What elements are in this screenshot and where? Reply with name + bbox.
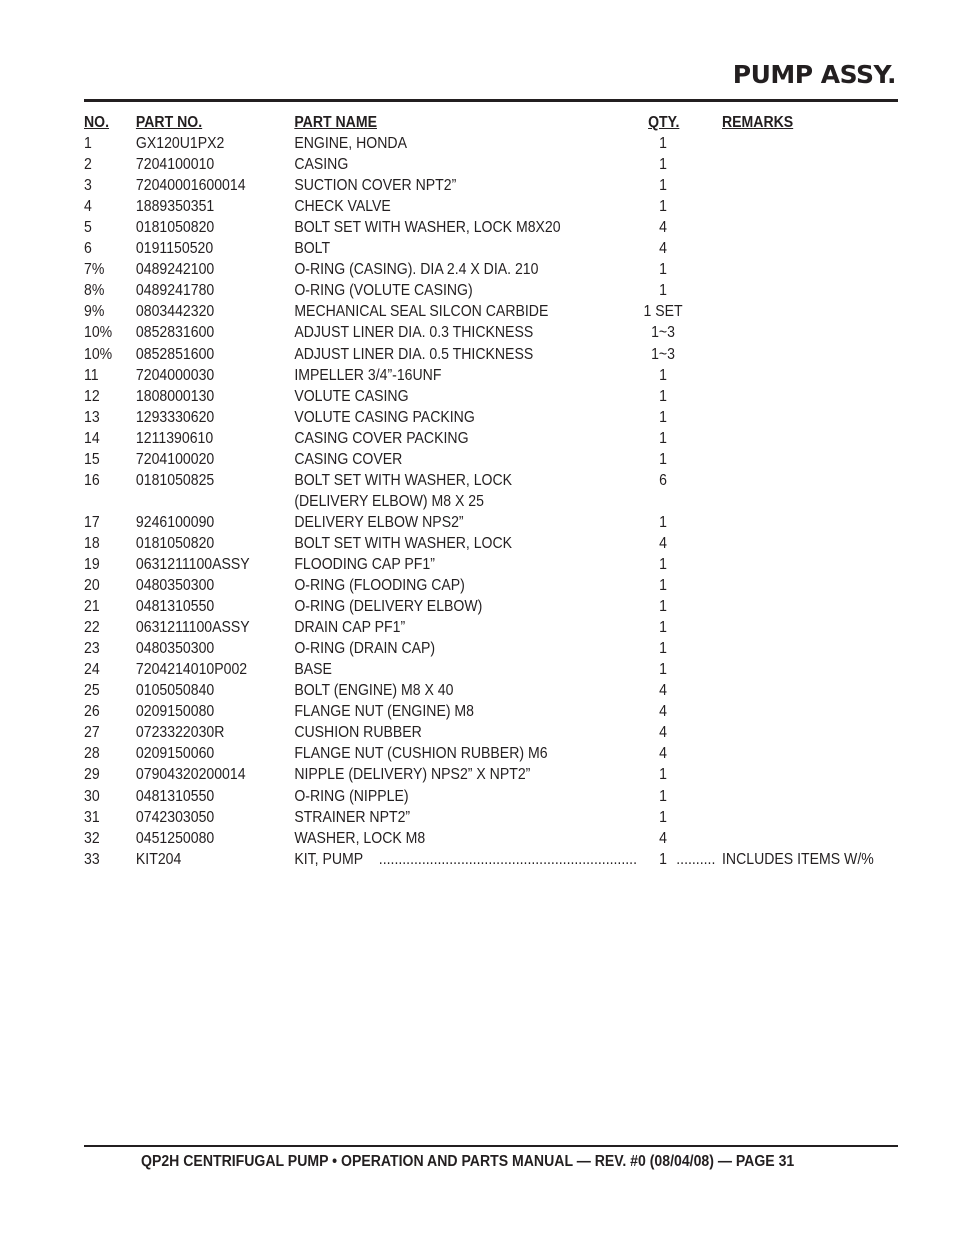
cell-part-name: O-RING (VOLUTE CASING): [294, 282, 473, 300]
cell-no: 32: [84, 829, 100, 847]
cell-part-no: 0489242100: [135, 261, 215, 279]
page-footer: QP2H CENTRIFUGAL PUMP • OPERATION AND PARTS MANUAL — REV. #0 (08/04/08) — PAGE 31: [141, 1153, 795, 1170]
cell-part-no: 72040001600014: [135, 177, 246, 195]
cell-qty: 1: [659, 156, 667, 174]
table-row: [84, 322, 898, 343]
cell-part-no: 0723322030R: [135, 724, 225, 742]
cell-qty: 1~3: [651, 345, 675, 363]
cell-no: 33: [84, 850, 100, 868]
table-row: [84, 365, 898, 386]
cell-qty: 1: [659, 577, 667, 595]
table-row: [84, 786, 898, 807]
cell-no: 29: [84, 766, 100, 784]
cell-no: 24: [84, 661, 100, 679]
cell-qty: 1: [659, 555, 667, 573]
cell-part-no: 7204100010: [135, 156, 215, 174]
table-row: [84, 512, 898, 533]
cell-remarks: INCLUDES ITEMS W/%: [722, 850, 874, 868]
table-row: [84, 238, 898, 259]
cell-part-no: 0181050820: [135, 534, 215, 552]
cell-part-no: 0852831600: [135, 324, 215, 342]
cell-qty: 1~3: [651, 324, 675, 342]
table-row: [84, 344, 898, 365]
table-row: [84, 638, 898, 659]
cell-qty: 1: [659, 366, 667, 384]
cell-part-no: 1889350351: [135, 198, 215, 216]
cell-part-no: 0742303050: [135, 808, 215, 826]
header-remarks: REMARKS: [722, 114, 794, 131]
cell-qty: 1: [659, 661, 667, 679]
cell-part-no: 0191150520: [135, 240, 214, 258]
cell-part-no: 7204214010P002: [135, 661, 248, 679]
table-row: [84, 659, 898, 680]
cell-qty: 1: [659, 408, 667, 426]
cell-part-name: O-RING (DRAIN CAP): [294, 640, 436, 658]
cell-part-name: IMPELLER 3/4”-16UNF: [294, 366, 442, 384]
cell-part-no: 1211390610: [135, 429, 214, 447]
cell-part-name: O-RING (DELIVERY ELBOW): [294, 598, 483, 616]
cell-part-no: 0852851600: [135, 345, 215, 363]
cell-part-no: 7204000030: [135, 366, 215, 384]
cell-part-no: 0481310550: [135, 598, 215, 616]
table-row: [84, 680, 898, 701]
cell-qty: 1: [659, 787, 667, 805]
cell-no: 30: [84, 787, 100, 805]
table-header: [84, 112, 898, 133]
cell-no: 20: [84, 577, 100, 595]
cell-part-no: KIT204: [135, 850, 182, 868]
cell-qty: 1: [659, 198, 667, 216]
cell-part-no: 0631211100ASSY: [135, 555, 250, 573]
cell-part-name: CHECK VALVE: [294, 198, 391, 216]
cell-part-name: (DELIVERY ELBOW) M8 X 25: [294, 492, 484, 510]
cell-qty: 1: [659, 282, 667, 300]
cell-no: 4: [84, 198, 92, 216]
cell-part-no: 07904320200014: [135, 766, 246, 784]
table-row: [84, 217, 898, 238]
cell-qty: 1: [659, 598, 667, 616]
cell-no: 26: [84, 703, 100, 721]
table-row: [84, 849, 898, 870]
table-row: [84, 175, 898, 196]
cell-no: 19: [84, 555, 100, 573]
cell-no: 6: [84, 240, 92, 258]
cell-no: 12: [84, 387, 100, 405]
cell-part-name: NIPPLE (DELIVERY) NPS2” X NPT2”: [294, 766, 531, 784]
table-row: [84, 575, 898, 596]
cell-part-name: ADJUST LINER DIA. 0.5 THICKNESS: [294, 345, 534, 363]
table-row: [84, 743, 898, 764]
header-part-no: PART NO.: [135, 114, 203, 131]
cell-part-no: 0631211100ASSY: [135, 619, 250, 637]
header-part-name: PART NAME: [294, 114, 377, 131]
table-row: [84, 491, 898, 512]
cell-part-name: DRAIN CAP PF1”: [294, 619, 406, 637]
table-row: [84, 196, 898, 217]
table-row: [84, 470, 898, 491]
table-row: [84, 449, 898, 470]
cell-part-name: KIT, PUMP: [294, 850, 364, 868]
cell-qty: 4: [659, 682, 667, 700]
cell-qty: 1: [659, 766, 667, 784]
cell-no: 14: [84, 429, 100, 447]
cell-qty: 1: [659, 135, 667, 153]
cell-part-name: FLANGE NUT (ENGINE) M8: [294, 703, 474, 721]
cell-no: 13: [84, 408, 100, 426]
cell-part-name: CASING COVER PACKING: [294, 429, 469, 447]
cell-no: 11: [84, 366, 99, 384]
cell-qty: 1: [659, 450, 667, 468]
cell-part-name: ENGINE, HONDA: [294, 135, 407, 153]
cell-no: 16: [84, 471, 100, 489]
cell-part-no: 0181050825: [135, 471, 215, 489]
cell-part-name: DELIVERY ELBOW NPS2”: [294, 513, 464, 531]
cell-part-name: CASING COVER: [294, 450, 403, 468]
cell-part-name: ADJUST LINER DIA. 0.3 THICKNESS: [294, 324, 534, 342]
cell-part-name: FLOODING CAP PF1”: [294, 555, 435, 573]
cell-qty: 1: [659, 513, 667, 531]
cell-part-name: MECHANICAL SEAL SILCON CARBIDE: [294, 303, 549, 321]
table-row: [84, 701, 898, 722]
cell-qty: 4: [659, 745, 667, 763]
table-row: [84, 807, 898, 828]
footer-rule: [84, 1145, 898, 1147]
cell-qty: 4: [659, 240, 667, 258]
cell-qty: 1: [659, 850, 667, 868]
cell-part-name: O-RING (FLOODING CAP): [294, 577, 465, 595]
table-row: [84, 533, 898, 554]
parts-table: [84, 112, 898, 870]
cell-part-no: 1293330620: [135, 408, 215, 426]
cell-qty: 1: [659, 177, 667, 195]
cell-no: 2: [84, 156, 92, 174]
cell-qty: 1: [659, 261, 667, 279]
cell-part-no: 0209150060: [135, 745, 215, 763]
cell-qty: 4: [659, 703, 667, 721]
table-row: [84, 280, 898, 301]
cell-part-no: 0489241780: [135, 282, 215, 300]
cell-qty: 4: [659, 724, 667, 742]
table-row: [84, 428, 898, 449]
table-row: [84, 133, 898, 154]
table-row: [84, 596, 898, 617]
cell-no: 22: [84, 619, 100, 637]
cell-part-no: 0480350300: [135, 577, 215, 595]
leader-dots-qty: ..........: [676, 850, 716, 868]
cell-part-no: GX120U1PX2: [135, 135, 225, 153]
cell-no: 18: [84, 534, 100, 552]
cell-no: 21: [84, 598, 100, 616]
header-qty: QTY.: [648, 114, 680, 131]
table-row: [84, 407, 898, 428]
cell-part-name: BOLT: [294, 240, 331, 258]
cell-no: 15: [84, 450, 100, 468]
cell-no: 31: [84, 808, 100, 826]
cell-no: 3: [84, 177, 92, 195]
cell-part-no: 0451250080: [135, 829, 215, 847]
cell-part-name: CASING: [294, 156, 349, 174]
cell-part-name: VOLUTE CASING: [294, 387, 409, 405]
cell-part-name: SUCTION COVER NPT2”: [294, 177, 457, 195]
page-title: PUMP ASSY.: [732, 60, 896, 89]
table-row: [84, 554, 898, 575]
leader-dots-name: ..................................................................: [378, 850, 637, 868]
cell-part-name: STRAINER NPT2”: [294, 808, 411, 826]
table-row: [84, 722, 898, 743]
cell-qty: 1: [659, 429, 667, 447]
cell-no: 17: [84, 513, 100, 531]
cell-no: 25: [84, 682, 100, 700]
cell-part-no: 7204100020: [135, 450, 215, 468]
cell-qty: 4: [659, 219, 667, 237]
table-row: [84, 828, 898, 849]
cell-no: 10%: [84, 324, 113, 342]
cell-no: 9%: [84, 303, 105, 321]
cell-part-name: CUSHION RUBBER: [294, 724, 422, 742]
cell-qty: 1: [659, 387, 667, 405]
cell-part-name: VOLUTE CASING PACKING: [294, 408, 475, 426]
cell-no: 23: [84, 640, 100, 658]
cell-no: 7%: [84, 261, 105, 279]
cell-part-name: BOLT SET WITH WASHER, LOCK: [294, 471, 513, 489]
cell-part-no: 0480350300: [135, 640, 215, 658]
cell-no: 28: [84, 745, 100, 763]
cell-no: 5: [84, 219, 92, 237]
cell-qty: 6: [659, 471, 667, 489]
cell-no: 27: [84, 724, 100, 742]
table-row: [84, 154, 898, 175]
cell-part-name: WASHER, LOCK M8: [294, 829, 426, 847]
cell-qty: 1: [659, 640, 667, 658]
cell-part-no: 0181050820: [135, 219, 215, 237]
cell-no: 8%: [84, 282, 105, 300]
cell-part-no: 0209150080: [135, 703, 215, 721]
cell-qty: 4: [659, 829, 667, 847]
table-row: [84, 764, 898, 785]
cell-part-name: BOLT SET WITH WASHER, LOCK M8X20: [294, 219, 561, 237]
title-rule: [84, 99, 898, 102]
cell-part-name: BASE: [294, 661, 332, 679]
cell-part-name: BOLT SET WITH WASHER, LOCK: [294, 534, 513, 552]
cell-no: 1: [84, 135, 92, 153]
cell-part-name: BOLT (ENGINE) M8 X 40: [294, 682, 454, 700]
cell-qty: 4: [659, 534, 667, 552]
cell-part-no: 1808000130: [135, 387, 215, 405]
cell-part-name: O-RING (NIPPLE): [294, 787, 409, 805]
cell-part-no: 0481310550: [135, 787, 215, 805]
cell-part-no: 9246100090: [135, 513, 215, 531]
table-row: [84, 386, 898, 407]
table-row: [84, 617, 898, 638]
cell-part-name: FLANGE NUT (CUSHION RUBBER) M6: [294, 745, 548, 763]
table-row: [84, 301, 898, 322]
cell-qty: 1 SET: [643, 303, 683, 321]
cell-part-no: 0105050840: [135, 682, 215, 700]
table-row: [84, 259, 898, 280]
cell-qty: 1: [659, 808, 667, 826]
cell-no: 10%: [84, 345, 113, 363]
table-body: [84, 133, 898, 870]
cell-part-name: O-RING (CASING). DIA 2.4 X DIA. 210: [294, 261, 539, 279]
cell-part-no: 0803442320: [135, 303, 215, 321]
cell-qty: 1: [659, 619, 667, 637]
header-no: NO.: [84, 114, 110, 131]
